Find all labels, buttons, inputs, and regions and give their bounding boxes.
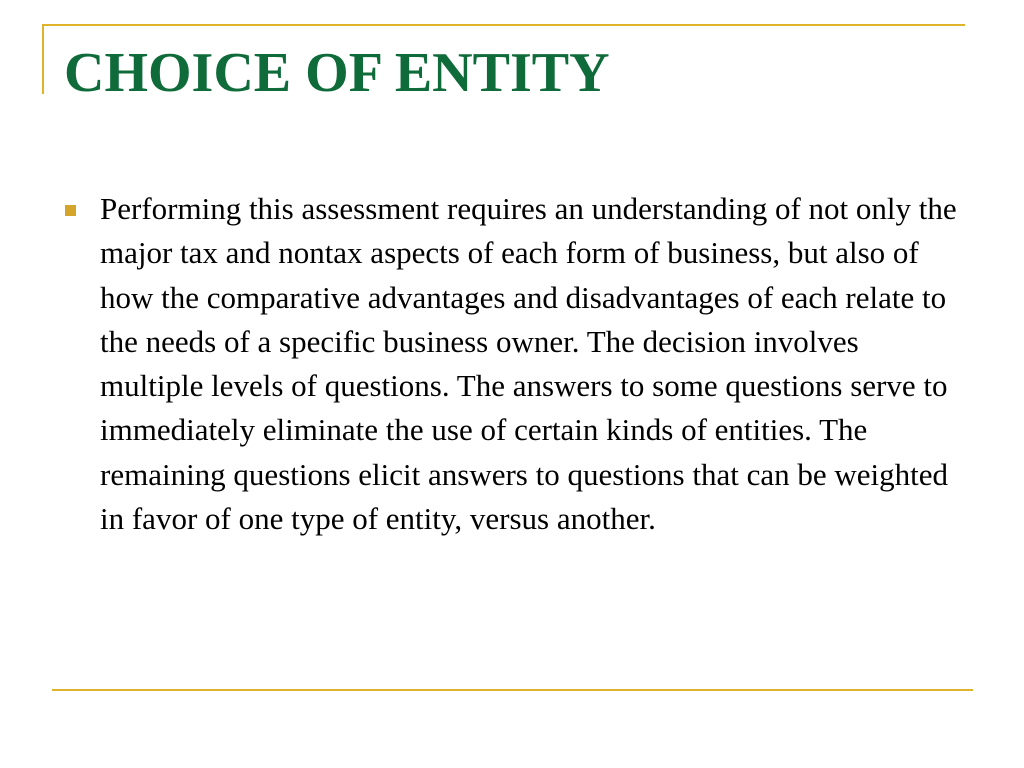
bullet-text: Performing this assessment requires an understanding of not only the major tax and nontax aspects of each form of business, but also of how the comparative advantages and disadvantages of each relate to the needs of a specific business owner. The decision involves multiple levels of questions. The answers to some questions serve to immediately eliminate the use of certain kinds of entities. The remaining questions elicit answers to questions that can be weighted in favor of one type of entity, versus another.: [100, 191, 957, 537]
square-bullet-icon: [65, 205, 76, 216]
bullet-list: [62, 187, 962, 541]
frame-bottom-line: [52, 689, 973, 691]
bullet-item: [62, 187, 962, 541]
frame-top-line: [42, 24, 965, 26]
frame-left-line: [42, 24, 44, 94]
slide-title: CHOICE OF ENTITY: [64, 42, 610, 104]
